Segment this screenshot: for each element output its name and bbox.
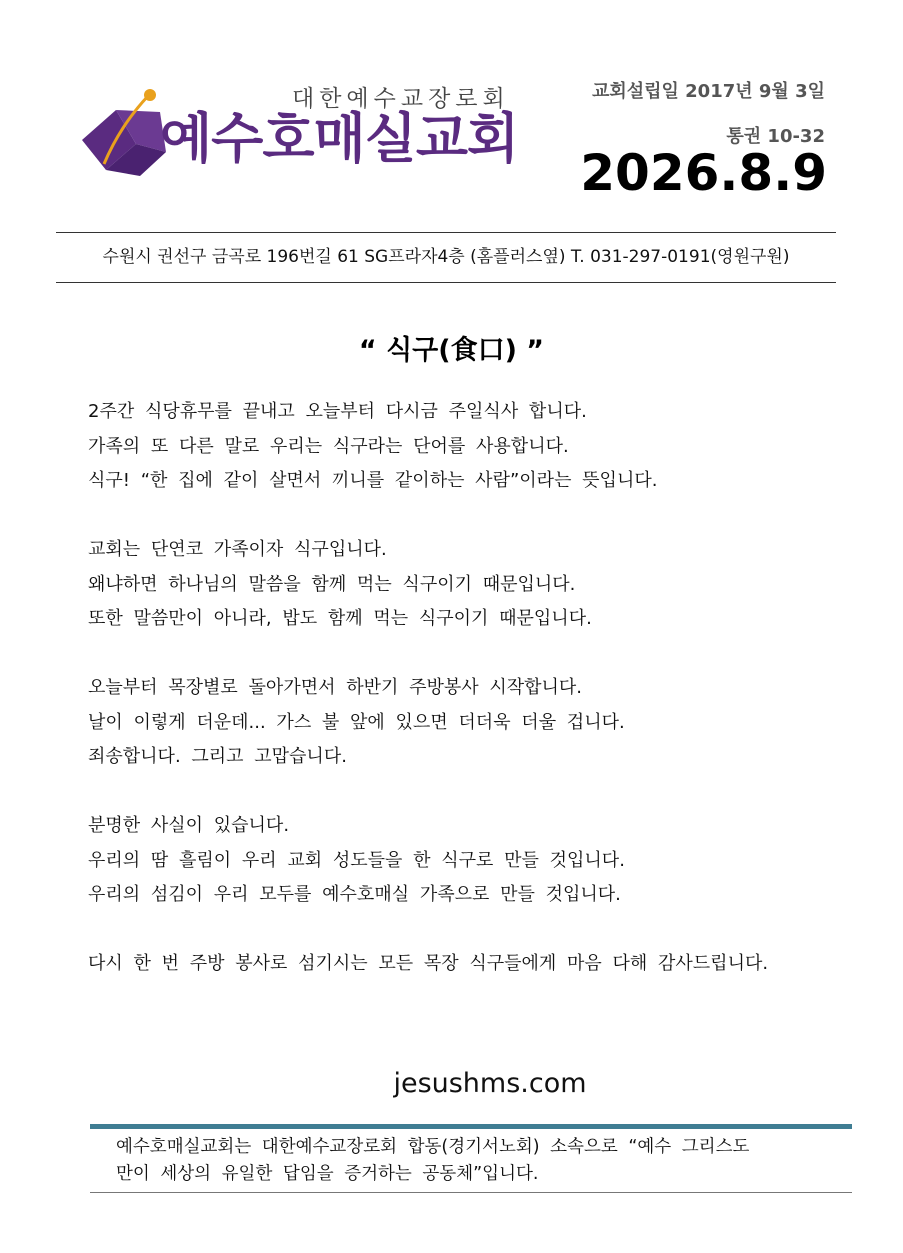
body-line: 우리의 땀 흘림이 우리 교회 성도들을 한 식구로 만들 것입니다. bbox=[88, 849, 625, 871]
body-line: 분명한 사실이 있습니다. bbox=[88, 815, 290, 836]
paragraph bbox=[88, 809, 848, 913]
founded-date: 교회설립일 2017년 9월 3일 bbox=[591, 81, 825, 102]
body-line: 다시 한 번 주방 봉사로 섬기시는 모든 목장 식구들에게 마음 다해 감사드립니다. bbox=[88, 953, 769, 974]
header-divider-bottom bbox=[56, 282, 836, 283]
article-title: “ 식구(食口) ” bbox=[358, 335, 545, 366]
body-line: 날이 이렇게 더운데... 가스 불 앞에 있으면 더더욱 더울 겁니다. bbox=[88, 711, 625, 733]
body-line: 죄송합니다. 그리고 고맙습니다. bbox=[88, 746, 347, 767]
paragraph bbox=[88, 947, 848, 982]
header-divider-top bbox=[56, 232, 836, 233]
paragraph bbox=[88, 533, 848, 637]
church-address: 수원시 권선구 금곡로 196번길 61 SG프라자4층 (홈플러스옆) T. 031-297-0191(영원구원) bbox=[102, 247, 790, 267]
footer-statement bbox=[116, 1134, 836, 1188]
issue-number: 통권 10-32 bbox=[726, 126, 825, 147]
body-line: 2주간 식당휴무를 끝내고 오늘부터 다시금 주일식사 합니다. bbox=[88, 401, 587, 422]
body-line: 가족의 또 다른 말로 우리는 식구라는 단어를 사용합니다. bbox=[88, 435, 569, 457]
body-line: 또한 말씀만이 아니라, 밥도 함께 먹는 식구이기 때문입니다. bbox=[88, 608, 592, 629]
church-logo-icon bbox=[78, 86, 170, 178]
bulletin-date: 2026.8.9 bbox=[580, 144, 827, 202]
body-line: 교회는 단연코 가족이자 식구입니다. bbox=[88, 539, 387, 560]
paragraph bbox=[88, 671, 848, 775]
paragraph bbox=[88, 395, 848, 499]
body-line: 식구! “한 집에 같이 살면서 끼니를 같이하는 사람”이라는 뜻입니다. bbox=[88, 470, 658, 491]
church-name-logotype: 예수호매실교회 bbox=[160, 107, 519, 170]
article-body bbox=[88, 395, 848, 1016]
body-line: 왜냐하면 하나님의 말씀을 함께 먹는 식구이기 때문입니다. bbox=[88, 573, 576, 595]
footer-divider bbox=[90, 1192, 852, 1193]
footer-line: 만이 세상의 유일한 답임을 증거하는 공동체”입니다. bbox=[116, 1164, 539, 1184]
footer-line: 예수호매실교회는 대한예수교장로회 합동(경기서노회) 소속으로 “예수 그리스도 bbox=[116, 1137, 750, 1157]
denomination-label: 대한예수교장로회 bbox=[292, 86, 510, 112]
body-line: 오늘부터 목장별로 돌아가면서 하반기 주방봉사 시작합니다. bbox=[88, 677, 583, 698]
website-link[interactable]: jesushms.com bbox=[393, 1068, 587, 1099]
footer-accent-bar bbox=[90, 1124, 852, 1129]
body-line: 우리의 섬김이 우리 모두를 예수호매실 가족으로 만들 것입니다. bbox=[88, 884, 621, 905]
